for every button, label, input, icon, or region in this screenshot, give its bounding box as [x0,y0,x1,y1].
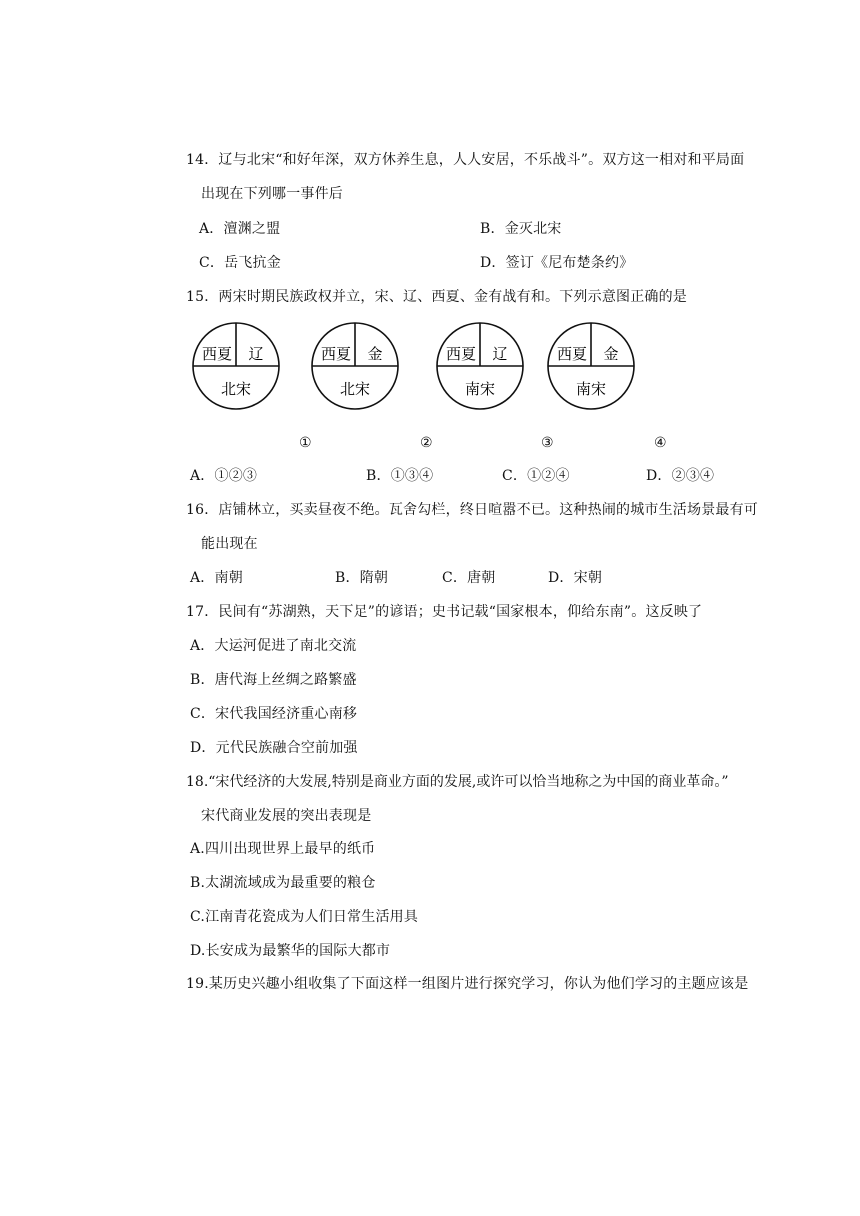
diagram-4-bottom-label: 南宋 [575,380,607,398]
diagram-1-left-label: 西夏 [201,345,233,363]
diagram-3 [436,322,524,410]
diagram-4-right-label: 金 [603,345,619,363]
diagram-3-left-label: 西夏 [445,345,477,363]
q16-stem-line1: 16．店铺林立，买卖昼夜不绝。瓦舍勾栏，终日喧嚣不已。这种热闹的城市生活场景最有可 [186,502,759,518]
q15-option-d: D．②③④ [646,468,715,484]
diagram-1-right-label: 辽 [248,345,264,363]
q16-option-b: B．隋朝 [335,570,389,586]
q18-option-b: B.太湖流域成为最重要的粮仓 [190,875,376,891]
q14-option-b: B．金灭北宋 [480,221,562,237]
diagram-2-number: ② [420,435,433,451]
q14-option-a: A．澶渊之盟 [199,221,281,237]
q17-option-d: D．元代民族融合空前加强 [190,740,358,756]
diagram-4-left-label: 西夏 [556,345,588,363]
q18-option-c: C.江南青花瓷成为人们日常生活用具 [190,909,419,925]
q17-option-c: C．宋代我国经济重心南移 [190,706,358,722]
q14-option-d: D．签订《尼布楚条约》 [480,255,634,271]
q15-option-a: A．①②③ [190,468,258,484]
diagram-3-bottom-label: 南宋 [464,380,496,398]
q18-stem-line2: 宋代商业发展的突出表现是 [201,808,372,824]
q16-option-d: D．宋朝 [548,570,603,586]
q19-stem-line1: 19.某历史兴趣小组收集了下面这样一组图片进行探究学习，你认为他们学习的主题应该是 [186,976,749,992]
diagram-3-number: ③ [541,435,554,451]
diagram-1-bottom-label: 北宋 [220,380,252,398]
q18-stem-line1: 18.“宋代经济的大发展,特别是商业方面的发展,或许可以恰当地称之为中国的商业革命。” [186,774,729,790]
diagram-3-right-label: 辽 [492,345,508,363]
diagram-2-bottom-label: 北宋 [339,380,371,398]
diagram-2 [311,322,399,410]
q16-option-a: A．南朝 [190,570,243,586]
q18-option-d: D.长安成为最繁华的国际大都市 [190,943,391,959]
diagram-2-left-label: 西夏 [320,345,352,363]
diagram-4 [547,322,635,410]
q14-option-c: C．岳飞抗金 [199,255,281,271]
q14-stem-line1: 14．辽与北宋“和好年深，双方休养生息，人人安居，不乐战斗”。双方这一相对和平局面 [186,152,745,168]
q15-stem-line1: 15．两宋时期民族政权并立，宋、辽、西夏、金有战有和。下列示意图正确的是 [186,289,688,305]
diagram-4-number: ④ [654,435,667,451]
diagram-2-right-label: 金 [367,345,383,363]
q17-option-a: A．大运河促进了南北交流 [190,638,357,654]
q17-option-b: B．唐代海上丝绸之路繁盛 [190,672,357,688]
diagram-1 [192,322,280,410]
q15-option-c: C．①②④ [502,468,570,484]
q14-stem-line2: 出现在下列哪一事件后 [201,186,343,202]
q16-option-c: C．唐朝 [442,570,496,586]
diagram-1-number: ① [299,435,312,451]
q16-stem-line2: 能出现在 [201,536,258,552]
q17-stem-line1: 17．民间有“苏湖熟，天下足”的谚语；史书记载“国家根本，仰给东南”。这反映了 [186,604,703,620]
q15-option-b: B．①③④ [366,468,434,484]
q18-option-a: A.四川出现世界上最早的纸币 [190,841,376,857]
